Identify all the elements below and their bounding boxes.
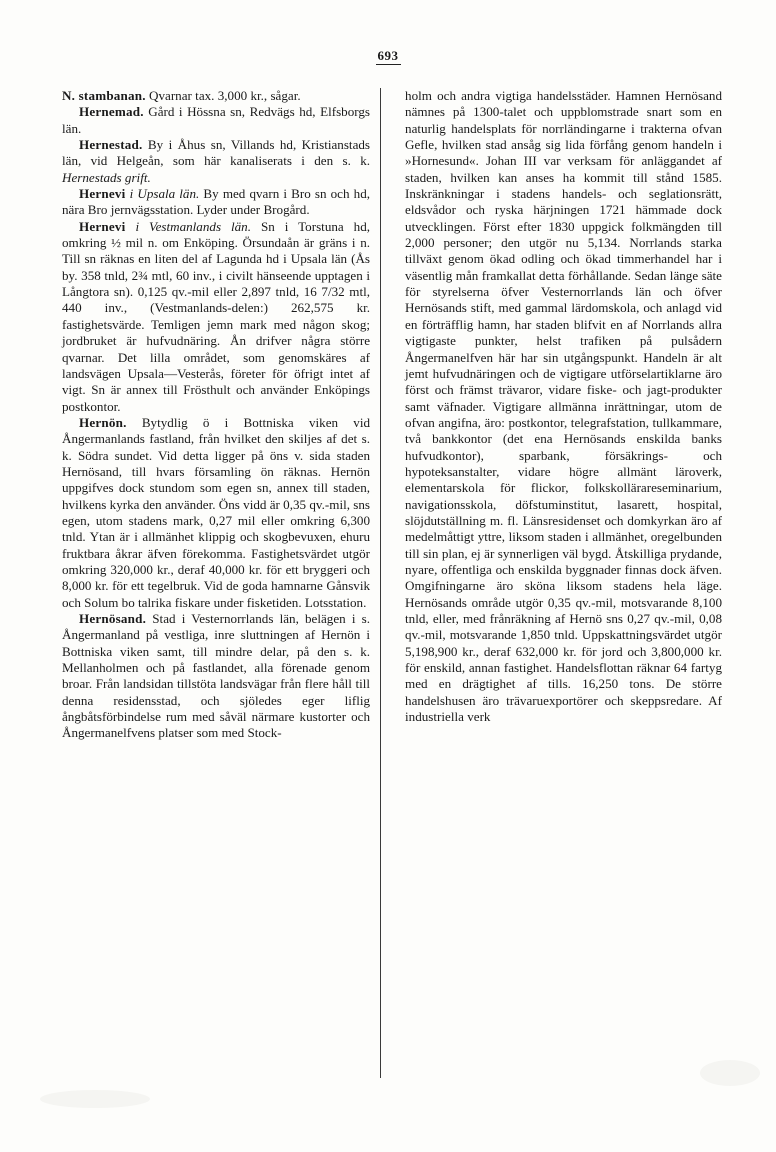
headword: Hernemad. (79, 104, 144, 120)
paragraph-text: holm och andra vigtiga handelsstäder. Hamnen Hernösand nämnes på 1300-talet och uppblomstrade snart som en naturlig handelsplats för norrländingarne i trakterna ofvan Gefle, hvilken stad ansåg sig lida förfång genom handeln i »Hornesund«. Johan III var verksam för anläggandet af staden, hvilken kan anses ha kommit till stånd 1585. Inskränkningar i stadens handels- och seglationsrätt, eldsvådor och ryska härjningen 1721 hämmade dock utvecklingen. Först efter 1830 uppgick folkmängden till 2,000 personer; den utgör nu 5,134. Norrlands starka tillväxt genom ökad odling och ökad timmerhandel har i väsentlig mån framkallat detta förhållande. Sedan länge säte för styrelserna öfver Vesternorrlands län och öfver Hernösands stift, med gammal lärdomskola, och anlagd vid en förträfflig hamn, har staden blifvit en af Norrlands allra vigtigaste punkter, helst trafiken på pulsådern Ångermanelfven här har sin utgångspunkt. Handeln är alt jemt hufvudnäringen och de vigtigare utförselartiklarne äro först och främst trävaror, vidare fiske- och jagt-produkter samt väfnader. Vigtigare allmänna inrättningar, utom de ofvan angifna, äro: postkontor, telegrafstation, tullkammare, två bankkontor (det ena Hernösands enskilda banks hufvudkontor), sparbank, försäkrings- och hypoteksanstalter, vidare högre allmänt läroverk, elementarskola för flickor, folkskollärareseminarium, navigationsskola, döfstuminstitut, lasarett, hospital, slöjdutställning m. fl. Länsresidenset och domkyrkan äro af medelmåttigt yttre, liksom staden i allmänhet, oregelbunden till sin plan, ej är synnerligen väl bygd. Åtskilliga prydande, nyare, offentliga och enskilda byggnader finnas dock äfven. Omgifningarne äro sköna liksom stadens hela läge. Hernösands område utgör 0,35 qv.-mil, motsvarande 8,100 tnld, eller, med frånräkning af Hernö sns 0,27 qv.-mil, 0,08 qv.-mil, motsvarande 1,850 tnld. Uppskattningsvärdet utgör 5,198,900 kr., deraf 632,000 kr. för jord och 3,800,000 kr. för enskild, annan fastighet. Handelsflottan räknar 64 fartyg med en drägtighet af tills. 16,250 tons. De större handelshusen äro trävaruexportörer och skeppsredare. Af industriella verk (405, 88, 722, 725)
right-column (403, 88, 722, 1078)
italic-qualifier: i Upsala län. (125, 186, 200, 202)
paragraph-text: Bytydlig ö i Bottniska viken vid Ångermanlands fastland, från hvilket den skiljes af det s. k. Södra sundet. Vid detta ligger på öns v. sida staden Hernösand, till hvars församling ön räknas. Hernön uppgifves dock stundom som egen sn, annex till staden, hvilkens kyrka den använder. Öns vidd är 0,35 qv.-mil, sns egen, utom stadens mark, 0,27 mil eller omkring 6,300 tnld. Ytan är i allmänhet klippig och skogbevuxen, ehuru fruktbara åkrar äfven förekomma. Fastighetsvärdet utgör omkring 320,000 kr., deraf 40,000 kr. för ett bryggeri och 8,000 kr. för ett tegelbruk. Vid de goda hamnarne Gånsvik och Solum bo talrika fiskare under fisketiden. Lotsstation. (62, 414, 371, 610)
headword: N. stambanan. (62, 88, 146, 103)
dictionary-entry (62, 611, 370, 742)
page-number-value: 693 (377, 48, 399, 63)
paragraph-text: Sn i Torstuna hd, omkring ½ mil n. om Enköping. Örsundaån är gräns i n. Till sn räknas en liten del af Lagunda hd i Upsala län (Ås by. 358 tnld, 2¾ mtl, 60 inv., i civilt hänseende upptagen i Långtora sn). 0,125 qv.-mil eller 2,897 tnld, 16 7/32 mtl, 440 inv., (Vestmanlands-delen:) 262,575 kr. fastighetsvärde. Temligen jemn mark med någon skog; jordbruket är hufvudnäring. Ån drifver några större qvarnar. Det lilla området, som genomskäres af landsvägen Upsala—Vesterås, företer för öfrigt intet af vigt. Sn är annex till Frösthult och använder Enköpings postkontor. (62, 218, 371, 414)
dictionary-entry (62, 219, 370, 415)
headword: Hernön. (79, 414, 127, 430)
paragraph-continuation (62, 88, 370, 104)
dictionary-entry (62, 186, 370, 219)
paragraph-text: By med qvarn i Bro sn och hd, nära Bro jernvägsstation. Lyder under Brogård. (62, 186, 371, 218)
dictionary-entry (62, 104, 370, 137)
scan-artifact (40, 1090, 150, 1108)
headword: Hernestad. (79, 137, 143, 153)
headword: Hernösand. (79, 611, 147, 626)
italic-term: Hernestads grift. (62, 169, 151, 185)
left-column (62, 88, 381, 1078)
paragraph-text: Qvarnar tax. 3,000 kr., sågar. (145, 88, 301, 103)
paragraph-continuation (405, 88, 722, 725)
text-columns (62, 88, 722, 1078)
paragraph-text: Gård i Hössna sn, Redvägs hd, Elfsborgs län. (62, 104, 371, 136)
dictionary-entry (62, 137, 370, 186)
paragraph-text: Stad i Vesternorrlands län, belägen i s. Ångermanland på vestliga, inre sluttningen af Hernön i Bottniska viken samt, till mindre delar, på den s. k. Mellanholmen och på fastlandet, alla förenade genom broar. Från landsidan tillstöta landsvägar från flere håll till denna residensstad, och sjöledes eger liflig ångbåtsförbindelse rum med såväl närmare kustorter och Ångermanelfvens platser som med Stock- (62, 611, 371, 741)
page-number (0, 48, 776, 64)
dictionary-entry (62, 415, 370, 611)
headword: Hernevi (79, 186, 126, 202)
paragraph-text: By i Åhus sn, Villands hd, Kristianstads län, vid Helgeån, som här kanaliserats i den s. k. (62, 137, 371, 169)
italic-qualifier: i Vestmanlands län. (125, 218, 252, 234)
headword: Hernevi (79, 218, 126, 234)
